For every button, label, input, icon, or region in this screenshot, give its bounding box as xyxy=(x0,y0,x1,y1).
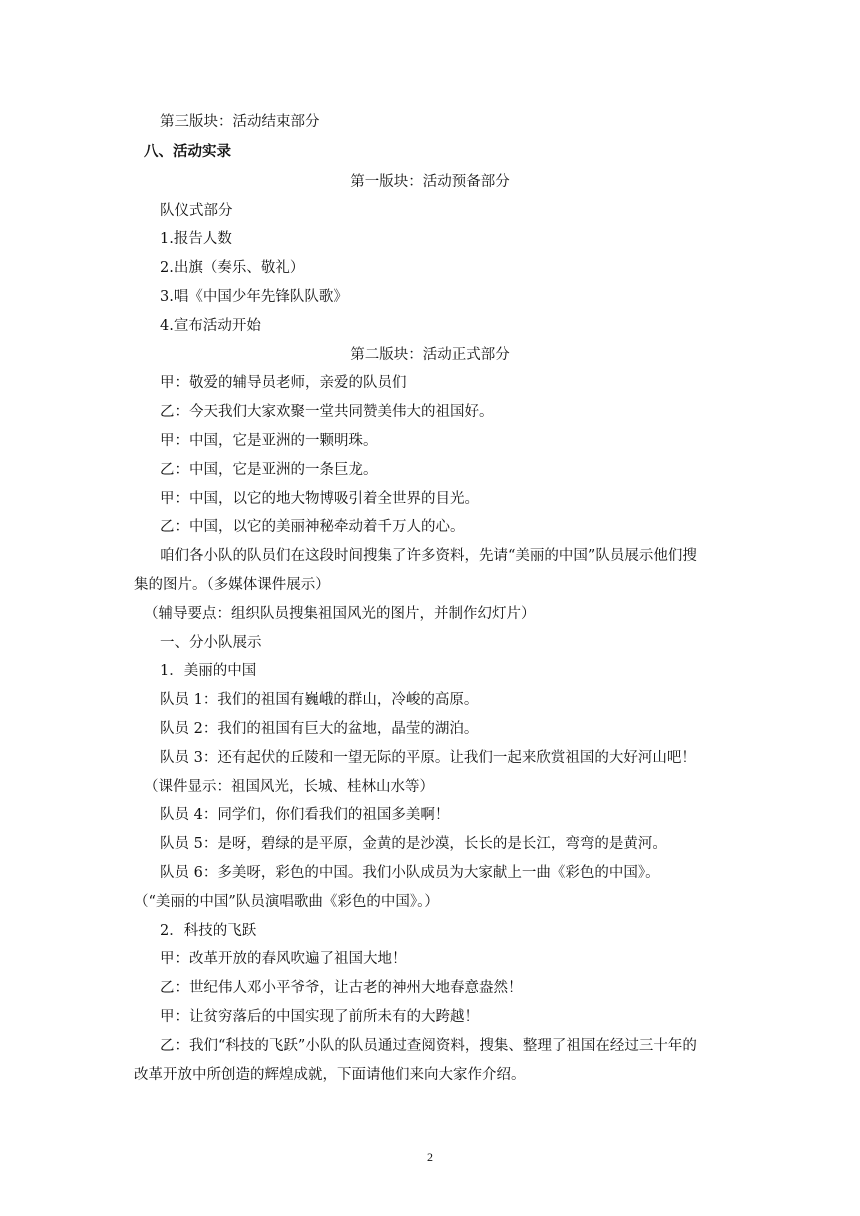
paragraph-line: （“美丽的中国”队员演唱歌曲《彩色的中国》。） xyxy=(134,894,439,910)
dialogue-line: 乙：今天我们大家欢聚一堂共同赞美伟大的祖国好。 xyxy=(160,404,494,420)
dialogue-line: 队员 1：我们的祖国有巍峨的群山，冷峻的高原。 xyxy=(160,692,479,708)
dialogue-line: 队员 6：多美呀，彩色的中国。我们小队成员为大家献上一曲《彩色的中国》。 xyxy=(160,865,660,881)
paragraph-line: （课件显示：祖国风光，长城、桂林山水等） xyxy=(144,779,434,795)
page-number: 2 xyxy=(427,1150,433,1164)
subheading: 2．科技的飞跃 xyxy=(160,923,257,939)
dialogue-line: 甲：敬爱的辅导员老师，亲爱的队员们 xyxy=(160,375,407,391)
paragraph-line: 乙：我们“科技的飞跃”小队的队员通过查阅资料，搜集、整理了祖国在经过三十年的 xyxy=(160,1038,697,1054)
dialogue-line: 甲：中国，它是亚洲的一颗明珠。 xyxy=(160,433,378,449)
dialogue-line: 乙：中国，它是亚洲的一条巨龙。 xyxy=(160,462,378,478)
dialogue-line: 队员 5：是呀，碧绿的是平原，金黄的是沙漠，长长的是长江，弯弯的是黄河。 xyxy=(160,836,667,852)
chapter-heading-activity-record: 八、活动实录 xyxy=(144,144,231,160)
paragraph-line: 改革开放中所创造的辉煌成就，下面请他们来向大家作介绍。 xyxy=(134,1067,526,1083)
list-item: 3.唱《中国少年先锋队队歌》 xyxy=(160,289,348,305)
centered-heading-block-two: 第二版块：活动正式部分 xyxy=(350,347,510,363)
list-item: 1.报告人数 xyxy=(160,231,232,247)
paragraph-line: 集的图片。（多媒体课件展示） xyxy=(134,577,330,593)
section-heading-closing: 第三版块：活动结束部分 xyxy=(160,114,320,130)
dialogue-line: 甲：改革开放的春风吹遍了祖国大地！ xyxy=(160,951,407,967)
dialogue-line: 乙：世纪伟人邓小平爷爷，让古老的神州大地春意盎然！ xyxy=(160,980,523,996)
dialogue-line: 队员 2：我们的祖国有巨大的盆地，晶莹的湖泊。 xyxy=(160,721,479,737)
subheading: 1．美丽的中国 xyxy=(160,663,257,679)
paragraph-line: 队仪式部分 xyxy=(160,203,233,219)
dialogue-line: 甲：中国，以它的地大物博吸引着全世界的目光。 xyxy=(160,491,479,507)
dialogue-line: 队员 4：同学们，你们看我们的祖国多美啊！ xyxy=(160,807,450,823)
list-item: 2.出旗（奏乐、敬礼） xyxy=(160,260,305,276)
centered-heading-block-one: 第一版块：活动预备部分 xyxy=(350,174,510,190)
dialogue-line: 乙：中国，以它的美丽神秘牵动着千万人的心。 xyxy=(160,519,465,535)
dialogue-line: 甲：让贫穷落后的中国实现了前所未有的大跨越！ xyxy=(160,1009,479,1025)
paragraph-line: 咱们各小队的队员们在这段时间搜集了许多资料，先请“美丽的中国”队员展示他们搜 xyxy=(160,548,697,564)
dialogue-line: 队员 3：还有起伏的丘陵和一望无际的平原。让我们一起来欣赏祖国的大好河山吧！ xyxy=(160,750,696,766)
list-item: 4.宣布活动开始 xyxy=(160,318,261,334)
paragraph-line: （辅导要点：组织队员搜集祖国风光的图片，并制作幻灯片） xyxy=(144,606,536,622)
subheading: 一、分小队展示 xyxy=(160,635,262,651)
